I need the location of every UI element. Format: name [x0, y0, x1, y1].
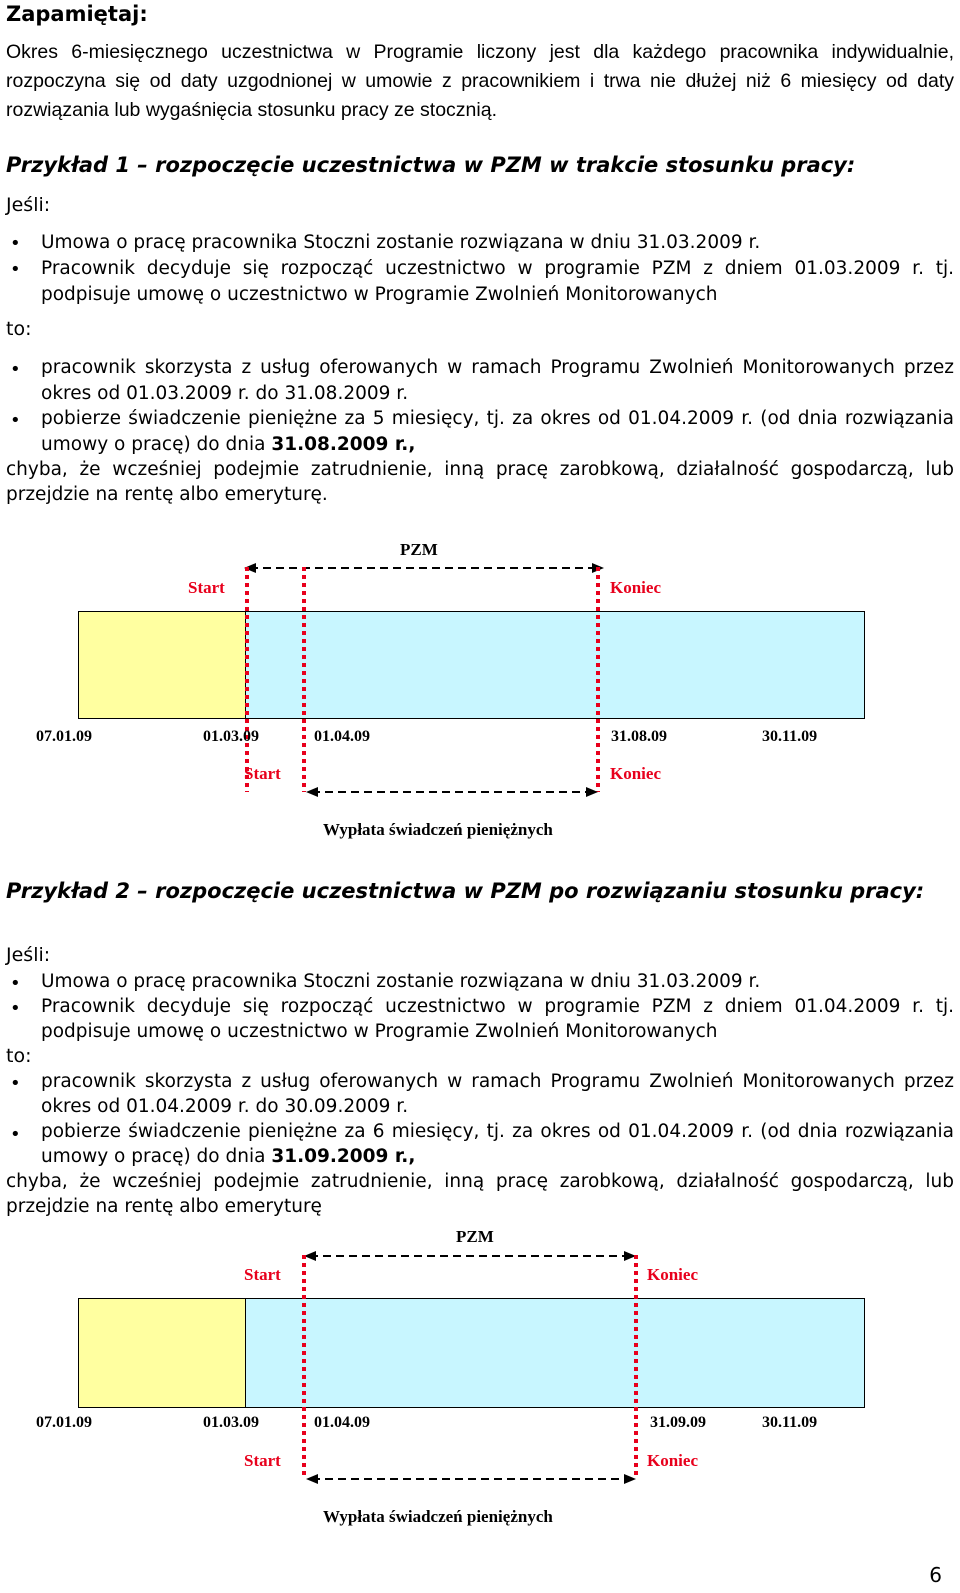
- example1-bullet2-line1: Pracownik decyduje się rozpocząć uczestnictwo w programie PZM z dniem 01.03.2009 r. tj.: [41, 258, 954, 279]
- date-label: 01.03.09: [203, 1414, 259, 1431]
- example2-then-label: to:: [6, 1045, 32, 1067]
- example2-if-label: Jeśli:: [6, 944, 51, 966]
- example1-bullet2-line2: podpisuje umowę o uczestnictwo w Programie Zwolnień Monitorowanych: [41, 284, 718, 305]
- example2-bullet3-line1: pracownik skorzysta z usług oferowanych w ramach Programu Zwolnień Monitorowanych przez: [41, 1071, 954, 1092]
- intro-text: Okres 6-miesięcznego uczestnictwa w Programie liczony jest dla każdego pracownika indywidualnie, rozpoczyna się od daty uzgodnionej w umowie z pracownikiem i trwa nie dłużej niż 6 miesięcy od daty rozwiązania lub wygaśnięcia stosunku pracy ze stocznią.: [6, 41, 954, 121]
- pzm-label: PZM: [400, 540, 438, 559]
- example2-bullet3-line2: okres od 01.04.2009 r. do 30.09.2009 r.: [41, 1096, 409, 1117]
- bullet-dot: •: [10, 259, 21, 280]
- date-label: 07.01.09: [36, 728, 92, 745]
- example1-bullet4-line1: pobierze świadczenie pieniężne za 5 miesięcy, tj. za okres od 01.04.2009 r. (od dnia rozwiązania: [41, 408, 954, 429]
- date-label: 31.08.09: [611, 728, 667, 745]
- example2-closing-line2: przejdzie na rentę albo emeryturę: [6, 1196, 322, 1217]
- example2-bullet4-line1: pobierze świadczenie pieniężne za 6 miesięcy, tj. za okres od 01.04.2009 r. (od dnia rozwiązania: [41, 1121, 954, 1142]
- example1-bullet1: Umowa o pracę pracownika Stoczni zostanie rozwiązana w dniu 31.03.2009 r.: [41, 232, 761, 253]
- example1-comma: ,: [408, 434, 416, 455]
- page-number: 6: [929, 1563, 942, 1587]
- date-label: 01.04.09: [314, 1414, 370, 1431]
- start-label-top: Start: [244, 1265, 281, 1284]
- end-label-top: Koniec: [610, 578, 661, 597]
- date-label: 07.01.09: [36, 1414, 92, 1431]
- example2-closing-line1: chyba, że wcześniej podejmie zatrudnienie, inną pracę zarobkową, działalność gospodarczą, lub: [6, 1171, 954, 1192]
- pzm-label: PZM: [456, 1227, 494, 1246]
- payout-label: Wypłata świadczeń pieniężnych: [323, 820, 553, 839]
- example1-bullet3-line2: okres od 01.03.2009 r. do 31.08.2009 r.: [41, 383, 409, 404]
- example2-title: Przykład 2 – rozpoczęcie uczestnictwa w PZM po rozwiązaniu stosunku pracy:: [6, 879, 925, 903]
- payout-label: Wypłata świadczeń pieniężnych: [323, 1507, 553, 1526]
- example1-title: Przykład 1 – rozpoczęcie uczestnictwa w PZM w trakcie stosunku pracy:: [6, 153, 856, 177]
- example1-if-label: Jeśli:: [6, 194, 51, 216]
- bullet-dot: •: [10, 233, 21, 254]
- bullet-dot: •: [10, 410, 21, 431]
- example2-bullet2-line1: Pracownik decyduje się rozpocząć uczestnictwo w programie PZM z dniem 01.04.2009 r. tj.: [41, 996, 954, 1017]
- bullet-dot: •: [10, 359, 21, 380]
- example1-closing-line2: przejdzie na rentę albo emeryturę.: [6, 484, 328, 505]
- example2-comma: ,: [408, 1146, 416, 1167]
- bullet-dot: •: [10, 973, 21, 994]
- start-label-top: Start: [188, 578, 225, 597]
- date-label: 31.09.09: [650, 1414, 706, 1431]
- example2-bullet4-pre: umowy o pracę) do dnia: [41, 1146, 272, 1167]
- bullet-dot: •: [10, 998, 21, 1019]
- date-label: 30.11.09: [762, 1414, 818, 1431]
- date-label: 01.04.09: [314, 728, 370, 745]
- example2-bullet2-line2: podpisuje umowę o uczestnictwo w Programie Zwolnień Monitorowanych: [41, 1021, 718, 1042]
- example2-end-date: 31.09.2009 r.: [271, 1146, 409, 1167]
- date-label: 01.03.09: [203, 728, 259, 745]
- end-label-bottom: Koniec: [647, 1451, 698, 1470]
- start-label-bottom: Start: [244, 1451, 281, 1470]
- start-label-bottom: Start: [244, 764, 281, 783]
- example2-bullet1: Umowa o pracę pracownika Stoczni zostanie rozwiązana w dniu 31.03.2009 r.: [41, 971, 761, 992]
- bullet-dot: •: [10, 1073, 21, 1094]
- example1-bullet3-line1: pracownik skorzysta z usług oferowanych w ramach Programu Zwolnień Monitorowanych przez: [41, 357, 954, 378]
- end-label-bottom: Koniec: [610, 764, 661, 783]
- example1-end-date: 31.08.2009 r.: [271, 434, 409, 455]
- bullet-dot: •: [10, 1124, 21, 1145]
- end-label-top: Koniec: [647, 1265, 698, 1284]
- example1-then-label: to:: [6, 318, 32, 340]
- date-label: 30.11.09: [762, 728, 818, 745]
- example1-closing-line1: chyba, że wcześniej podejmie zatrudnienie, inną pracę zarobkową, działalność gospodarczą, lub: [6, 459, 954, 480]
- section-heading: Zapamiętaj:: [6, 2, 148, 26]
- example1-bullet4-pre: umowy o pracę) do dnia: [41, 434, 272, 455]
